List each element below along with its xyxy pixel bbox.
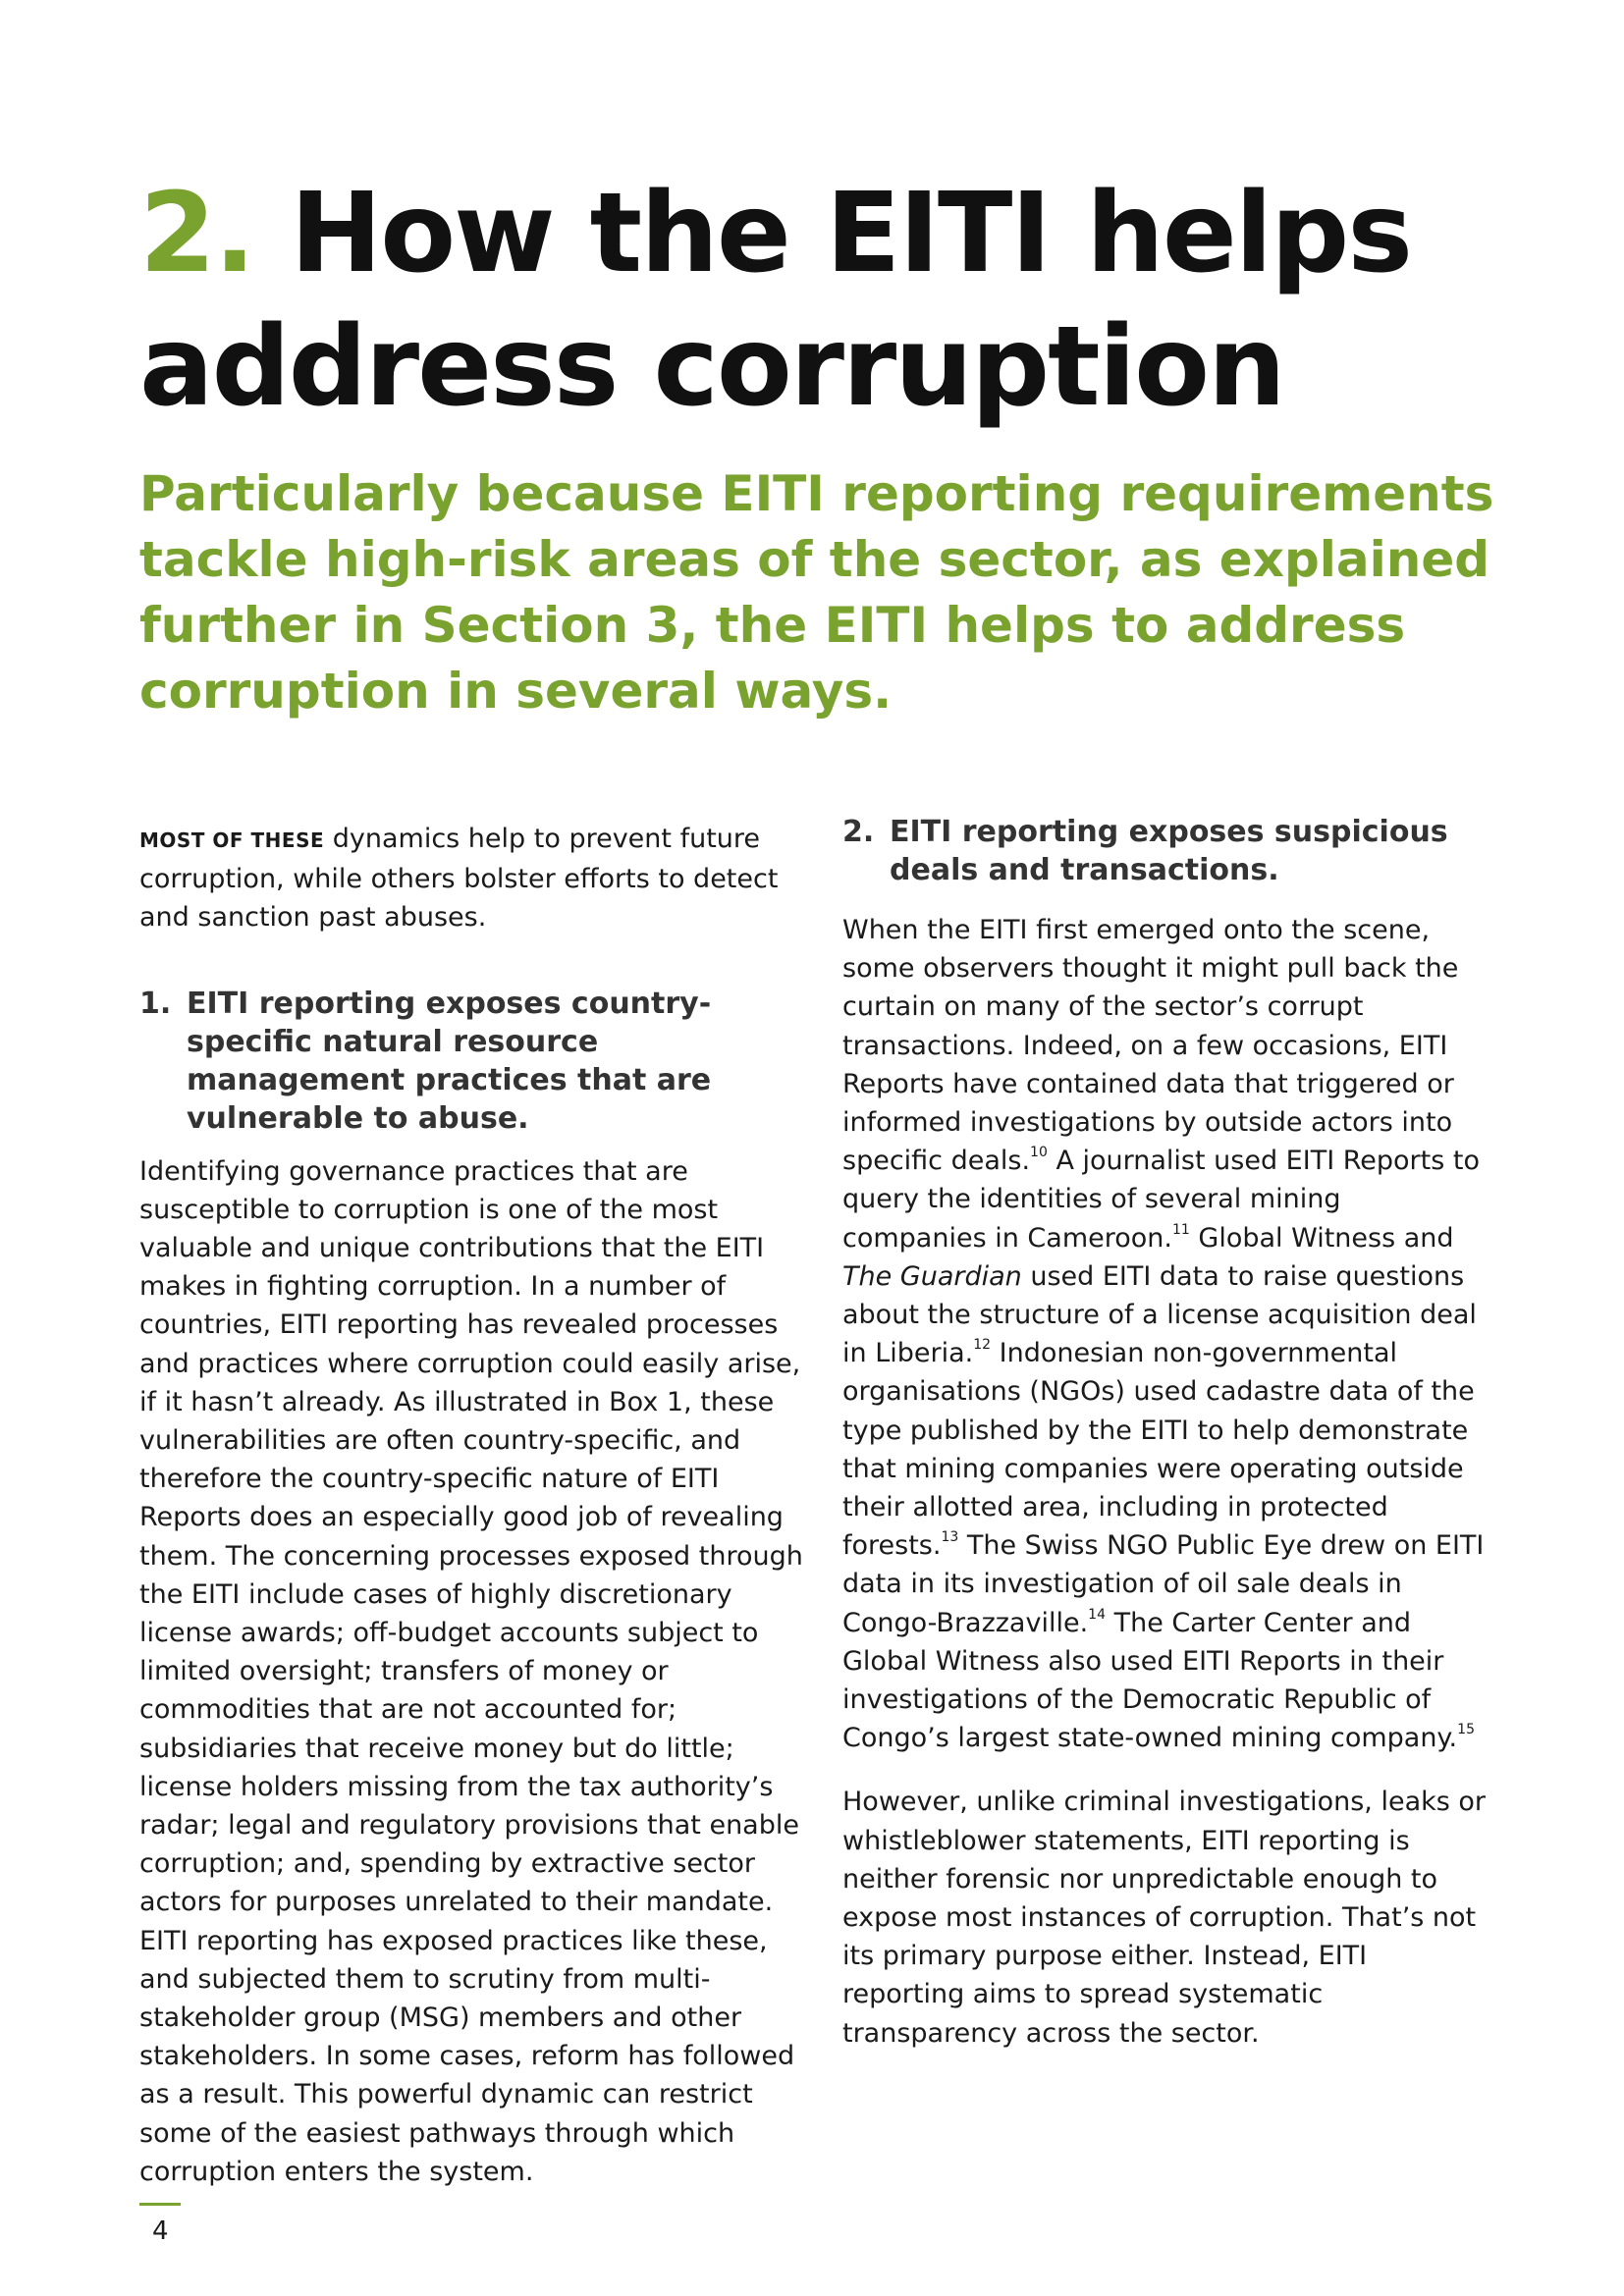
section-1-number: 1. — [139, 986, 172, 1021]
footnote-15: 15 — [1457, 1722, 1475, 1738]
heading-line-1: How the EITI helps — [290, 170, 1412, 297]
page-number: 4 — [152, 2216, 169, 2246]
footnote-12: 12 — [973, 1337, 992, 1354]
body-text: Indonesian non-governmental organisations (NGOs) used cadastre data of the type published by the EITI to help demonstrate that mining companies were operating outside their allotted area, including in protected forests. — [842, 1338, 1475, 1562]
body-text: When the EITI first emerged onto the scene, some observers thought it might pull back the curtain on many of the sector’s corrupt transactions. Indeed, on a few occasions, EITI Reports have contained data that triggered or informed investigations by outside actors into specific deals. — [842, 915, 1459, 1177]
section-2-heading-text: EITI reporting exposes suspicious deals and transactions. — [890, 815, 1448, 887]
intro-paragraph: Particularly because EITI reporting requirements tackle high-risk areas of the sector, as explained further in Section 3, the EITI helps to address corruption in several ways. — [139, 465, 1494, 720]
body-text: used EITI data to raise questions about the structure of a license acquisition deal in Liberia. — [842, 1260, 1477, 1369]
section-2-body-1 — [842, 911, 1490, 1757]
right-column — [842, 813, 1490, 2053]
section-2-body-2: However, unlike criminal investigations, leaks or whistleblower statements, EITI reporting is neither forensic nor unpredictable enough to expose most instances of corruption. That’s not its primary purpose either. Instead, EITI reporting aims to spread systematic transparency across the sector. — [842, 1787, 1487, 2049]
section-2-heading — [842, 813, 1490, 889]
section-number: 2. — [139, 170, 254, 297]
section-1-heading-text: EITI reporting exposes country-specific natural resource management practices that are vulnerable to abuse. — [187, 986, 712, 1136]
body-text: The Carter Center and Global Witness also used EITI Reports in their investigations of the Democratic Republic of Congo’s largest state-owned mining company. — [842, 1607, 1458, 1754]
heading-line-2: address corruption — [139, 303, 1284, 431]
body-text: Global Witness and — [1189, 1222, 1454, 1254]
footer-rule — [139, 2203, 181, 2206]
lead-paragraph — [139, 820, 807, 937]
section-1-heading — [139, 985, 807, 1138]
footnote-13: 13 — [941, 1529, 959, 1546]
left-column — [139, 820, 807, 2191]
page-heading — [139, 167, 1514, 434]
footnote-10: 10 — [1030, 1145, 1048, 1161]
lead-caps: MOST OF THESE — [139, 828, 325, 852]
section-2-number: 2. — [842, 815, 875, 849]
body-text: The Swiss NGO Public Eye drew on EITI data in its investigation of oil sale deals in Congo-Brazzaville. — [842, 1530, 1485, 1638]
footnote-11: 11 — [1171, 1221, 1190, 1238]
section-1-body: Identifying governance practices that are susceptible to corruption is one of the most valuable and unique contributions that the EITI makes in fighting corruption. In a number of countries, EITI reporting has revealed processes and practices where corruption could easily arise, if it hasn’t already. As illustrated in Box 1, these vulnerabilities are often country-specific, and therefore the country-specific nature of EITI Reports does an especially good job of revealing them. The concerning processes exposed through the EITI include cases of highly discretionary license awards; off-budget accounts subject to limited oversight; transfers of money or commodities that are not accounted for; subsidiaries that receive money but do little; license holders missing from the tax authority’s radar; legal and regulatory provisions that enable corruption; and, spending by extractive sector actors for purposes unrelated to their mandate. EITI reporting has exposed practices like these, and subjected them to scrutiny from multi-stakeholder group (MSG) members and other stakeholders. In some cases, reform has followed as a result. This powerful dynamic can restrict some of the easiest pathways through which corruption enters the system. — [139, 1155, 803, 2187]
guardian-title: The Guardian — [842, 1260, 1022, 1292]
body-text: A journalist used EITI Reports to query the identities of several mining companies in Cameroon. — [842, 1146, 1480, 1254]
footnote-14: 14 — [1088, 1606, 1106, 1623]
lead-text: dynamics help to prevent future corruption, while others bolster efforts to detect and sanction past abuses. — [139, 824, 779, 934]
